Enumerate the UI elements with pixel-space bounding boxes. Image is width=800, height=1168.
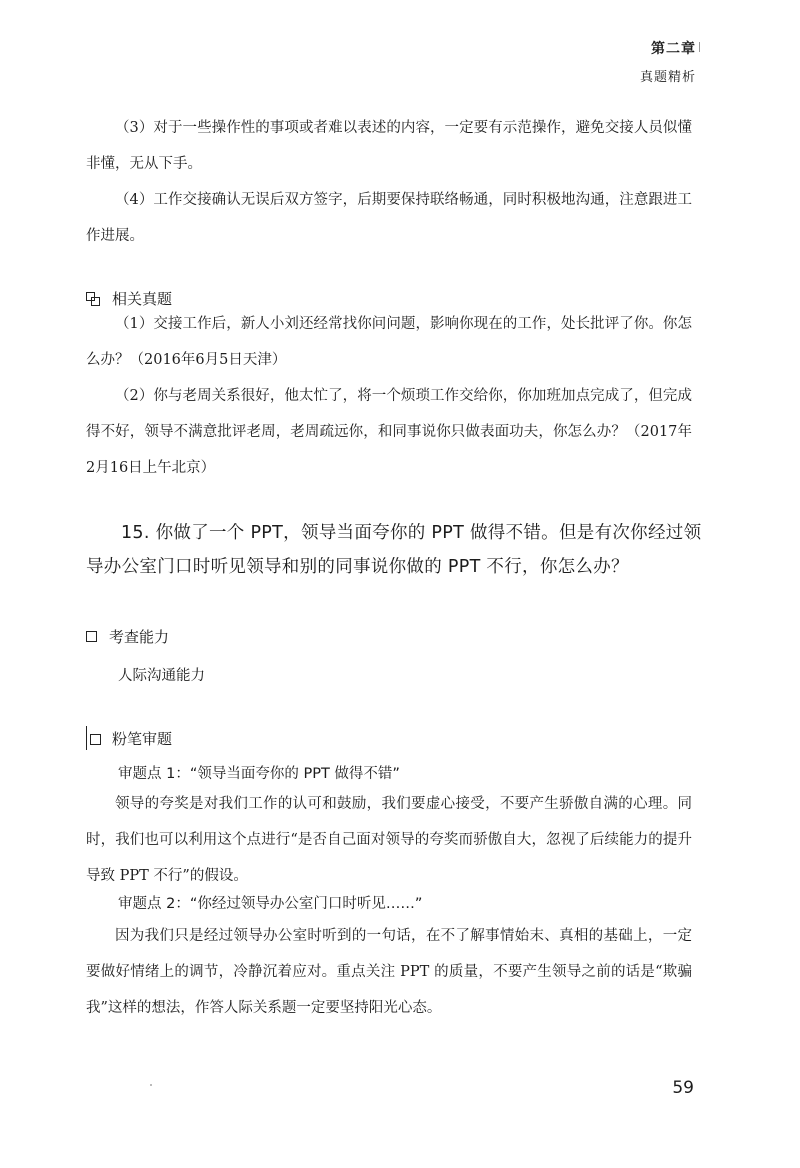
chapter-title: 第二章 [651, 41, 696, 57]
header-rule [699, 42, 700, 52]
ability-heading-text: 考查能力 [109, 628, 170, 646]
double-box-icon [86, 292, 100, 306]
related-heading-text: 相关真题 [112, 290, 173, 308]
related-question-2: （2）你与老周关系很好，他太忙了，将一个烦琐工作交给你，你加班加点完成了，但完成得不好，领导不满意批评老周，老周疏远你，和同事说你只做表面功夫，你怎么办？（2017年2月16日上午北京） [86, 388, 692, 476]
point-2-text: 因为我们只是经过领导办公室时听到的一句话，在不了解事情始末、真相的基础上，一定要做好情绪上的调节，冷静沉着应对。重点关注 PPT 的质量，不要产生领导之前的话是“欺骗我”这样的想法，作答人际关系题一定要坚持阳光心态。 [86, 928, 692, 1016]
question-15: 15. 你做了一个 PPT，领导当面夸你的 PPT 做得不错。但是有次你经过领导办公室门口时听见领导和别的同事说你做的 PPT 不行，你怎么办？ [86, 523, 702, 577]
related-question-1: （1）交接工作后，新人小刘还经常找你问问题，影响你现在的工作，处长批评了你。你怎么办？（2016年6月5日天津） [86, 316, 692, 368]
ability-heading [86, 626, 169, 647]
point-2-label: 审题点 2：“你经过领导办公室门口时听见……” [118, 896, 423, 912]
ability-value: 人际沟通能力 [118, 668, 205, 684]
paragraph-item-3: （3）对于一些操作性的事项或者难以表述的内容，一定要有示范操作，避免交接人员似懂非懂，无从下手。 [86, 120, 692, 172]
section-title: 真题精析 [639, 70, 696, 85]
analysis-heading-text: 粉笔审题 [112, 729, 173, 748]
paragraph-item-4: （4）工作交接确认无误后双方签字，后期要保持联络畅通，同时积极地沟通，注意跟进工作进展。 [86, 192, 692, 244]
scan-speck [150, 1084, 152, 1086]
analysis-heading [86, 726, 172, 750]
running-header [640, 38, 696, 85]
page-number: 59 [672, 1078, 694, 1098]
pen-marker-icon [86, 726, 100, 750]
box-icon [86, 631, 97, 642]
point-1-text: 领导的夸奖是对我们工作的认可和鼓励，我们要虚心接受，不要产生骄傲自满的心理。同时，我们也可以利用这个点进行“是否自己面对领导的夸奖而骄傲自大，忽视了后续能力的提升导致 PPT 不行”的假设。 [86, 796, 692, 884]
point-1-label: 审题点 1：“领导当面夸你的 PPT 做得不错” [118, 766, 400, 782]
